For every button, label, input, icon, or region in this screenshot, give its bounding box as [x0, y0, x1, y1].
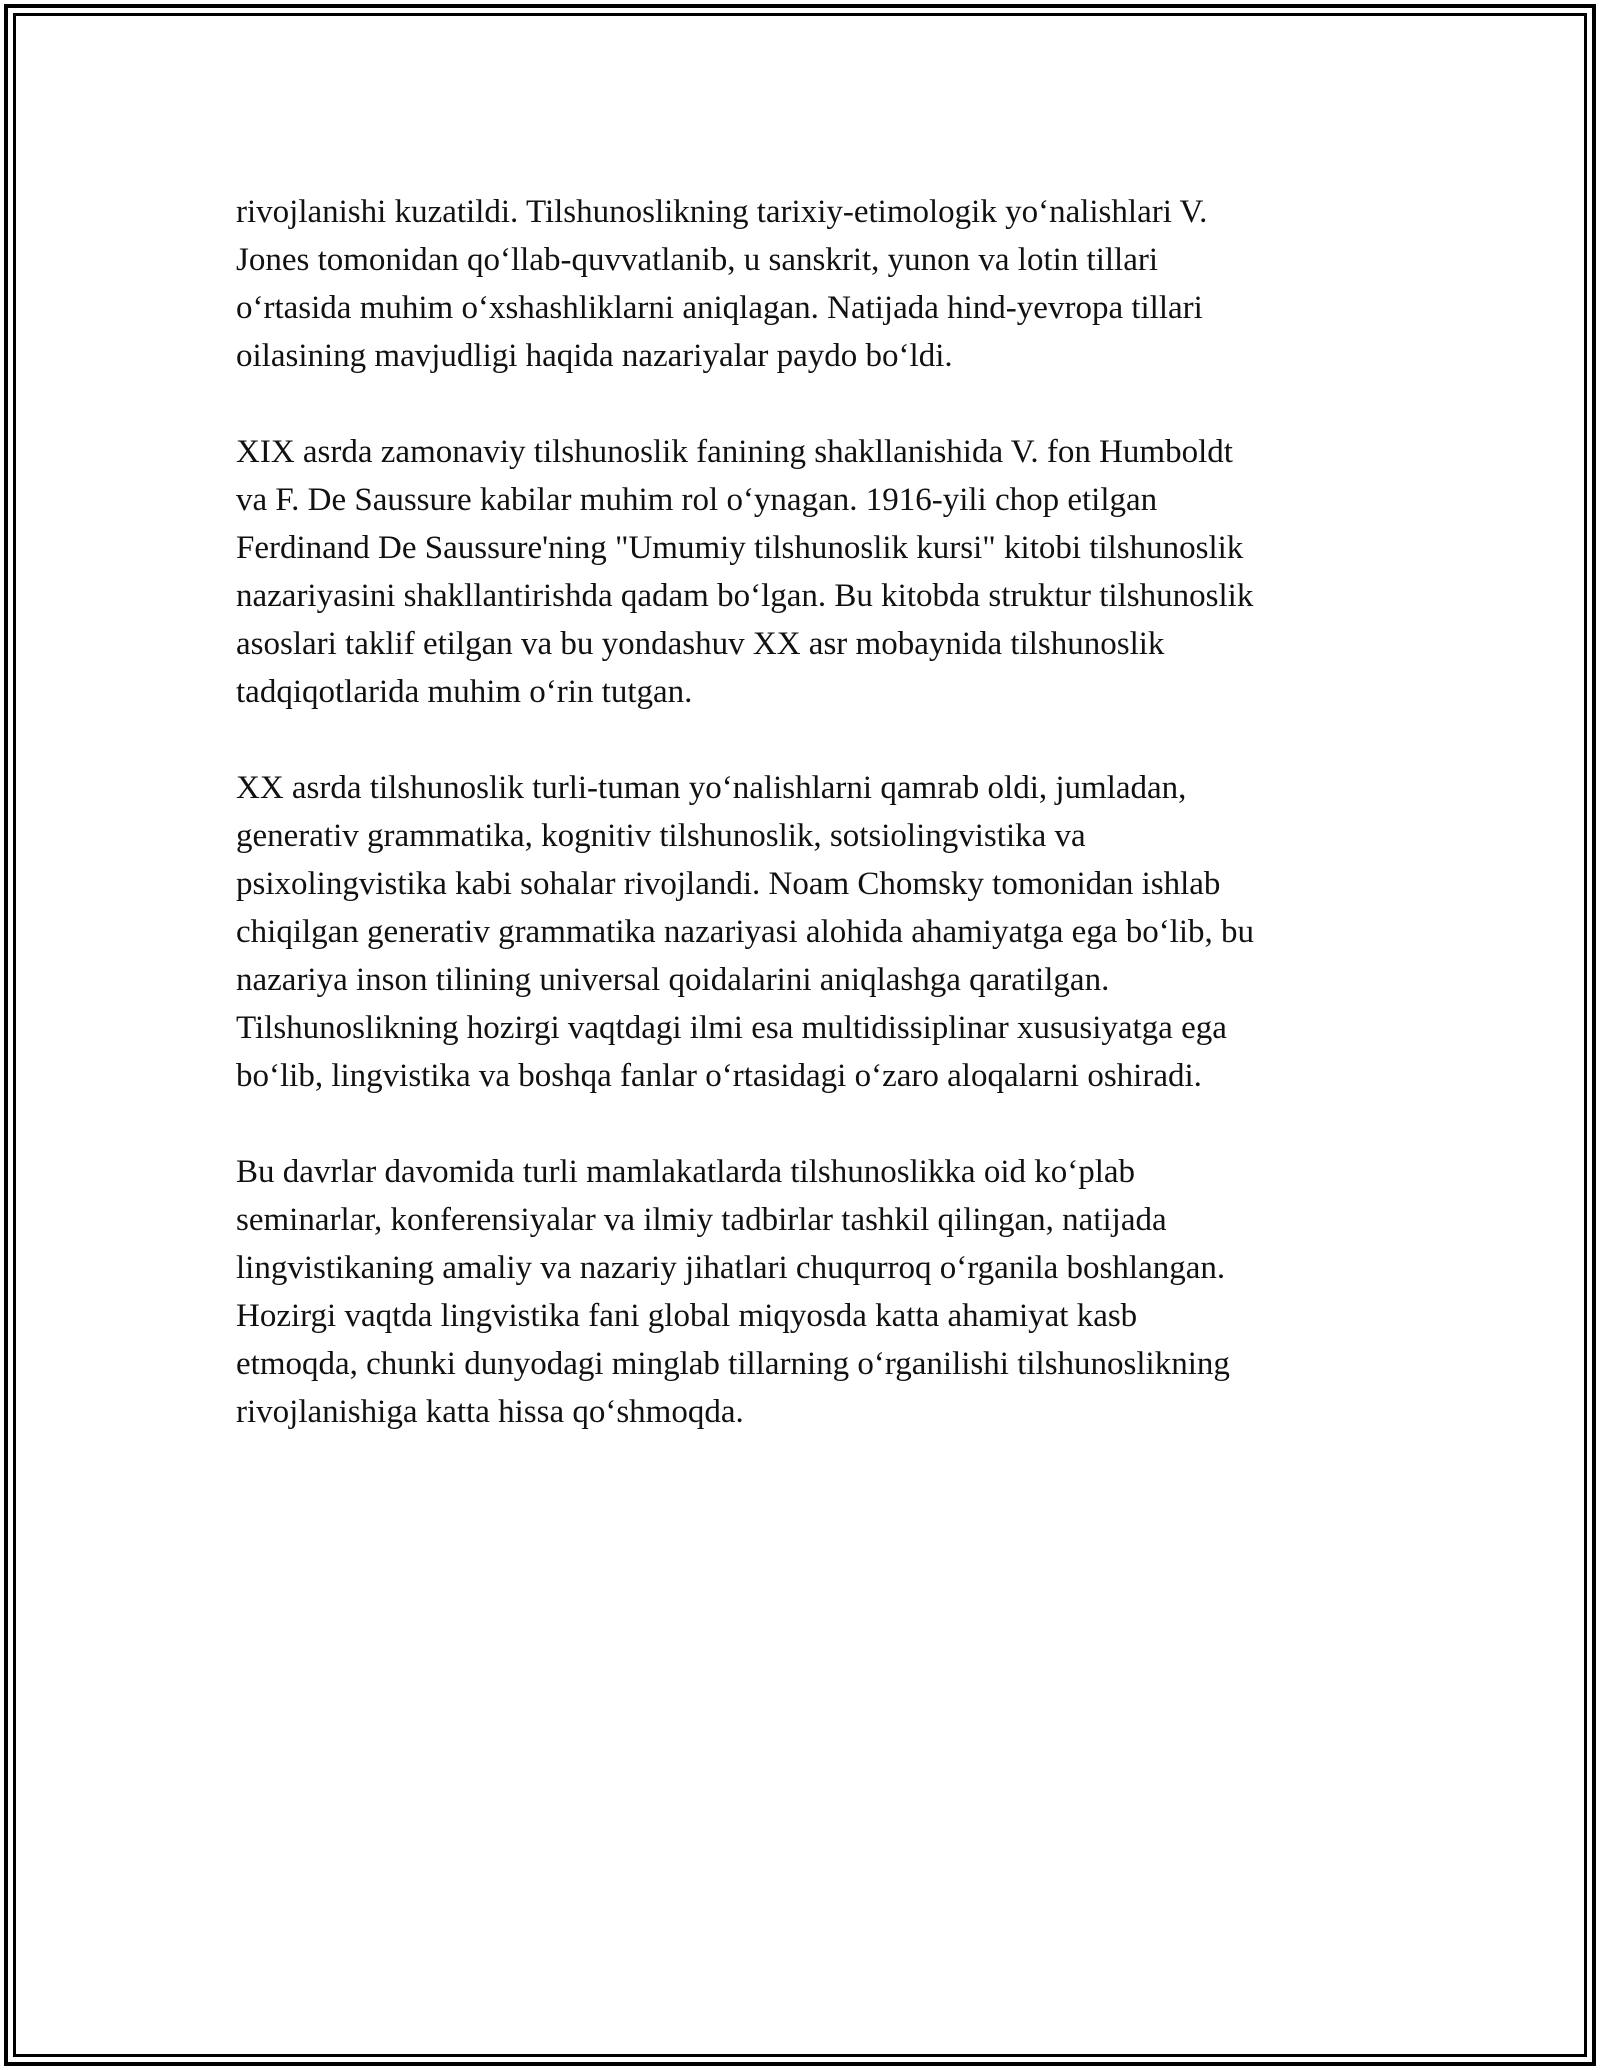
paragraph: rivojlanishi kuzatildi. Tilshunoslikning tarixiy-etimologik yo‘nalishlari V. Jones tomonidan qo‘llab-quvvatlanib, u sanskrit, yunon va lotin tillari o‘rtasida muhim o‘xshashliklarni aniqlagan. Natijada hind-yevropa tillari oilasining mavjudligi haqida nazariyalar paydo bo‘ldi.	[236, 194, 1208, 374]
paragraph: Bu davrlar davomida turli mamlakatlarda tilshunoslikka oid ko‘plab seminarlar, konferensiyalar va ilmiy tadbirlar tashkil qilingan, natijada lingvistikaning amaliy va nazariy jihatlari chuqurroq o‘rganila boshlangan. Hozirgi vaqtda lingvistika fani global miqyosda katta ahamiyat kasb etmoqda, chunki dunyodagi minglab tillarning o‘rganilishi tilshunoslikning rivojlanishiga katta hissa qo‘shmoqda.	[236, 1154, 1230, 1430]
paragraph: XX asrda tilshunoslik turli-tuman yo‘nalishlarni qamrab oldi, jumladan, generativ grammatika, kognitiv tilshunoslik, sotsiolingvistika va psixolingvistika kabi sohalar rivojlandi. Noam Chomsky tomonidan ishlab chiqilgan generativ grammatika nazariyasi alohida ahamiyatga ega bo‘lib, bu nazariya inson tilining universal qoidalarini aniqlashga qaratilgan. Tilshunoslikning hozirgi vaqtdagi ilmi esa multidissiplinar xususiyatga ega bo‘lib, lingvistika va boshqa fanlar o‘rtasidagi o‘zaro aloqalarni oshiradi.	[236, 770, 1255, 1094]
document-body	[236, 188, 1376, 1484]
paragraph: XIX asrda zamonaviy tilshunoslik fanining shakllanishida V. fon Humboldt va F. De Saussure kabilar muhim rol o‘ynagan. 1916-yili chop etilgan Ferdinand De Saussure'ning "Umumiy tilshunoslik kursi" kitobi tilshunoslik nazariyasini shakllantirishda qadam bo‘lgan. Bu kitobda struktur tilshunoslik asoslari taklif etilgan va bu yondashuv XX asr mobaynida tilshunoslik tadqiqotlarida muhim o‘rin tutgan.	[236, 434, 1254, 710]
